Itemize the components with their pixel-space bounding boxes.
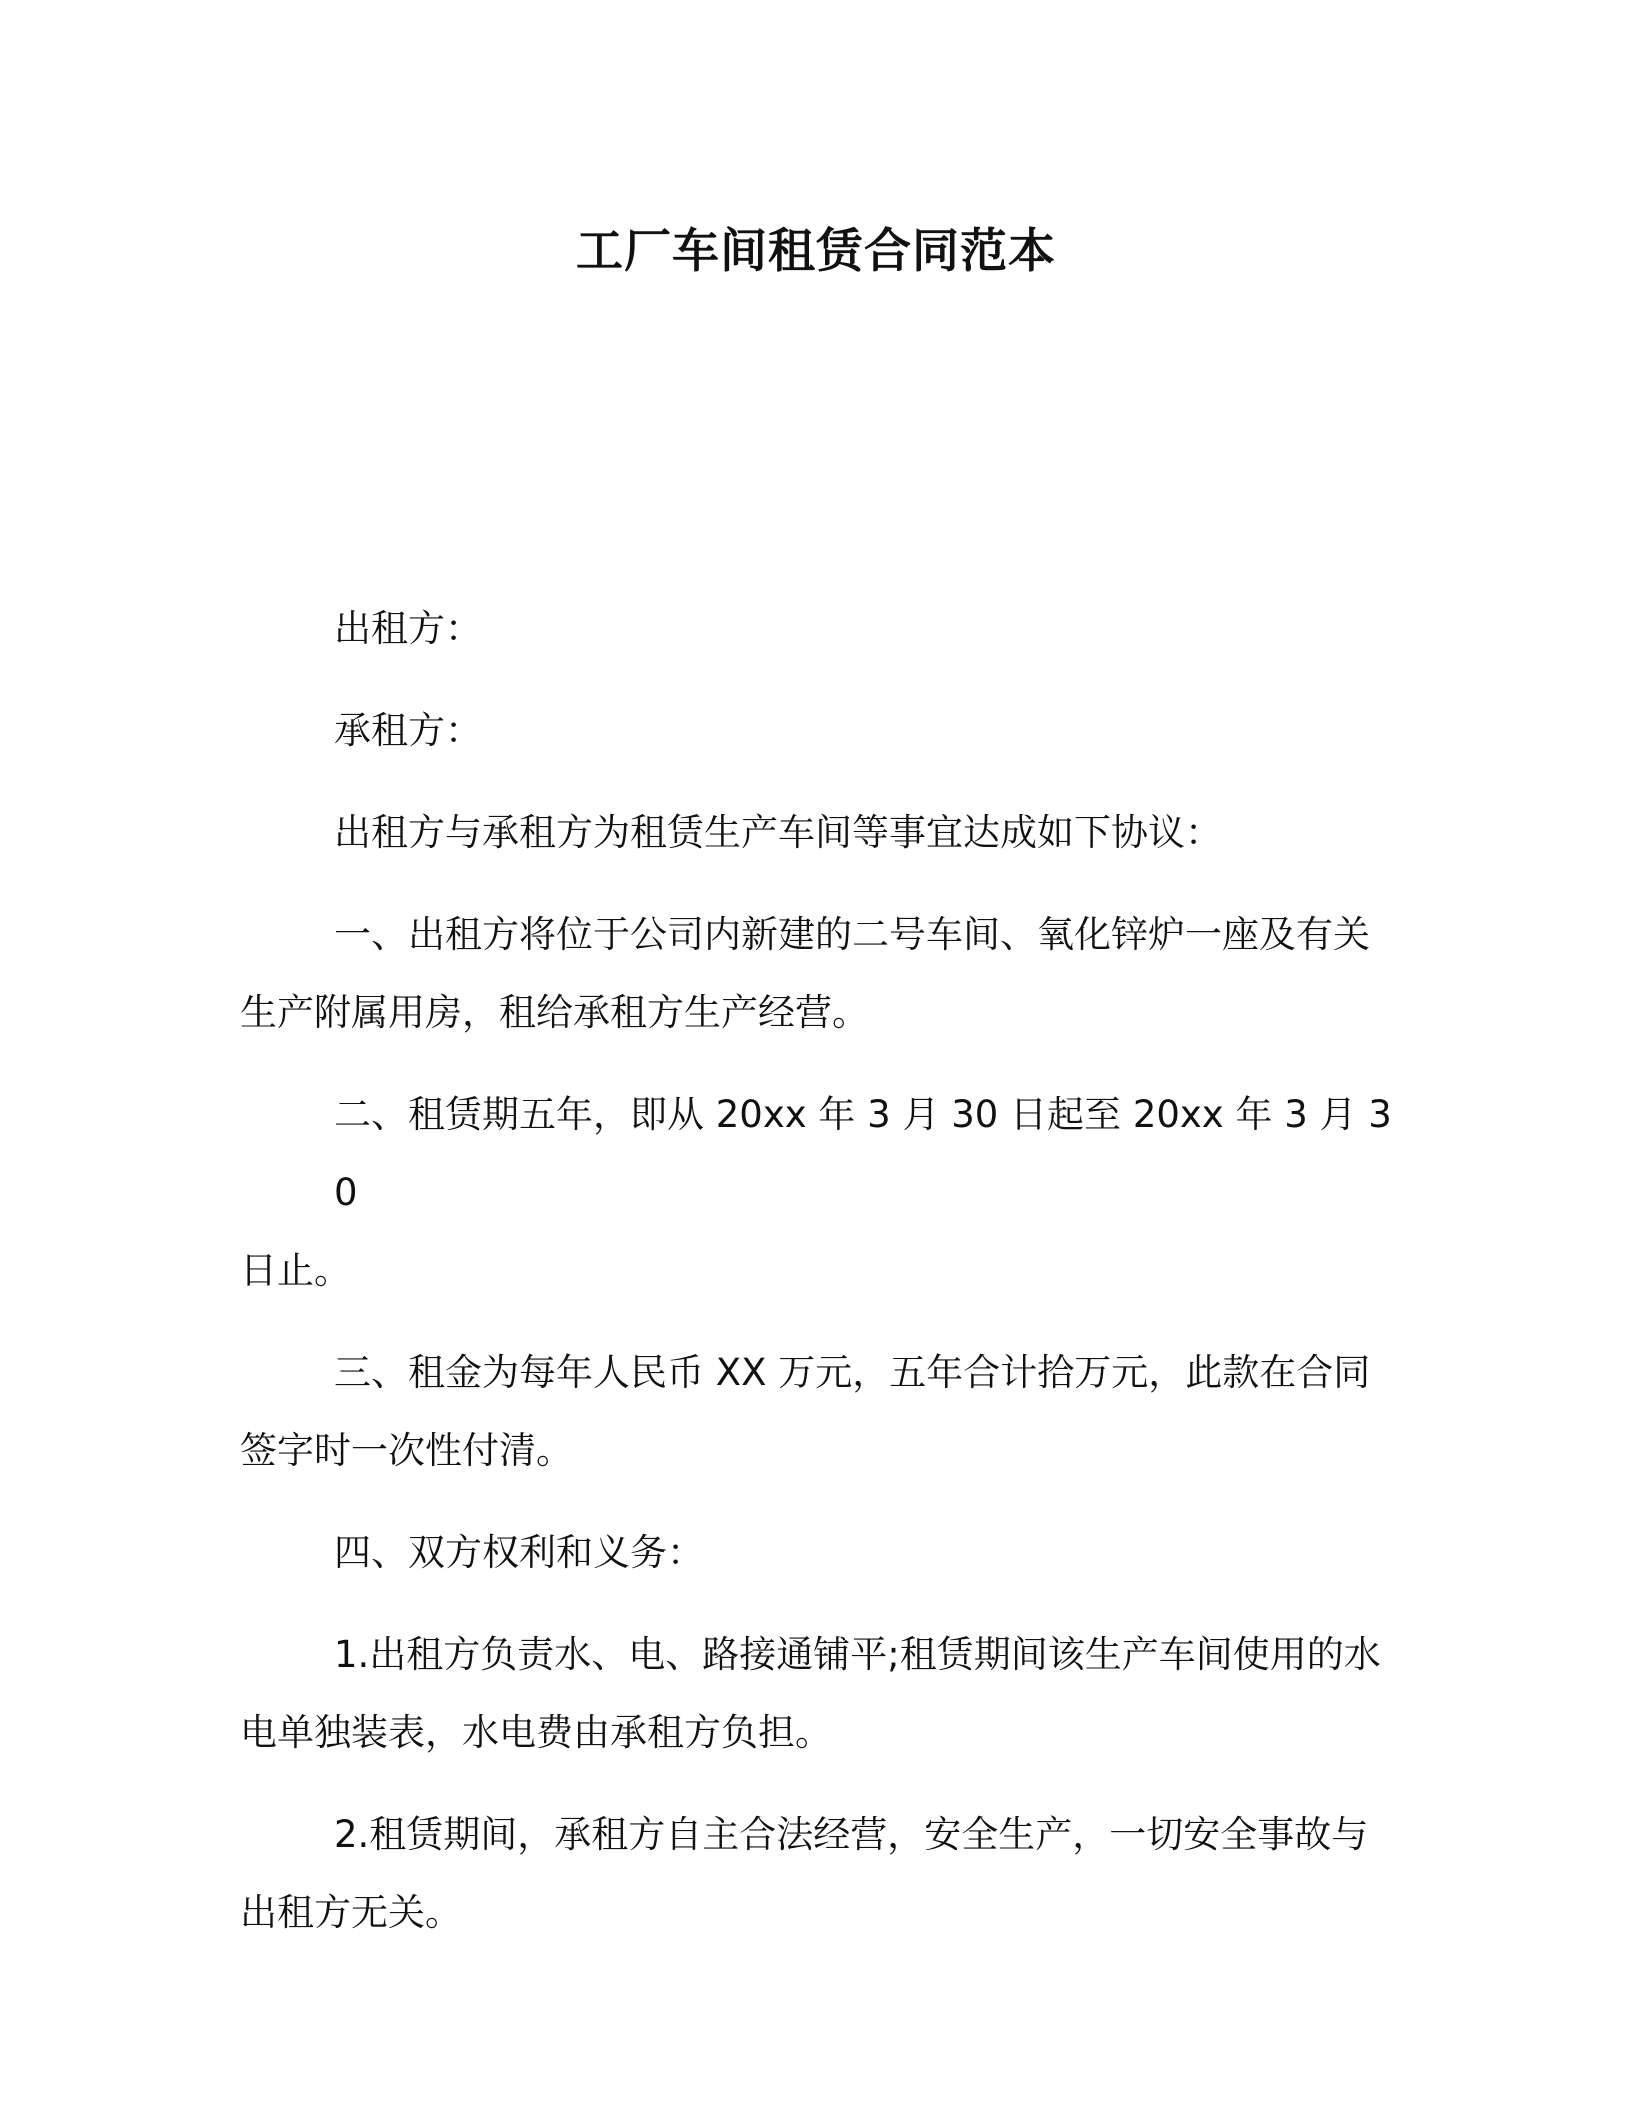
paragraph-line: 1.出租方负责水、电、路接通铺平;租赁期间该生产车间使用的水 xyxy=(334,1633,1381,1676)
paragraph-line: 一、出租方将位于公司内新建的二号车间、氧化锌炉一座及有关 xyxy=(334,913,1370,956)
paragraph-line: 日止。 xyxy=(240,1249,351,1292)
paragraph-line: 四、双方权利和义务： xyxy=(334,1531,704,1574)
paragraph-line: 2.租赁期间，承租方自主合法经营，安全生产，一切安全事故与 xyxy=(334,1813,1369,1856)
paragraph-line: 承租方： xyxy=(334,709,482,752)
paragraph-clause-2 xyxy=(240,1076,1392,1310)
paragraph-line: 出租方： xyxy=(334,607,482,650)
paragraph-clause-1 xyxy=(240,896,1392,1052)
paragraph-line: 签字时一次性付清。 xyxy=(240,1429,573,1472)
paragraph-line: 生产附属用房，租给承租方生产经营。 xyxy=(240,991,869,1034)
paragraph-line: 出租方与承租方为租赁生产车间等事宜达成如下协议： xyxy=(334,811,1222,854)
document-title: 工厂车间租赁合同范本 xyxy=(576,224,1056,279)
paragraph-lessor xyxy=(240,590,1392,668)
paragraph-subclause-2 xyxy=(240,1796,1392,1952)
paragraph-clause-4 xyxy=(240,1514,1392,1592)
paragraph-lessee xyxy=(240,692,1392,770)
paragraph-line: 二、租赁期五年，即从 20xx 年 3 月 30 日起至 20xx 年 3 月 30 xyxy=(334,1093,1392,1214)
document-body xyxy=(240,590,1392,1976)
paragraph-agreement-intro xyxy=(240,794,1392,872)
paragraph-line: 出租方无关。 xyxy=(240,1891,462,1934)
paragraph-subclause-1 xyxy=(240,1616,1392,1772)
paragraph-line: 电单独装表，水电费由承租方负担。 xyxy=(240,1711,832,1754)
paragraph-line: 三、租金为每年人民币 XX 万元，五年合计拾万元，此款在合同 xyxy=(334,1351,1371,1394)
paragraph-clause-3 xyxy=(240,1334,1392,1490)
